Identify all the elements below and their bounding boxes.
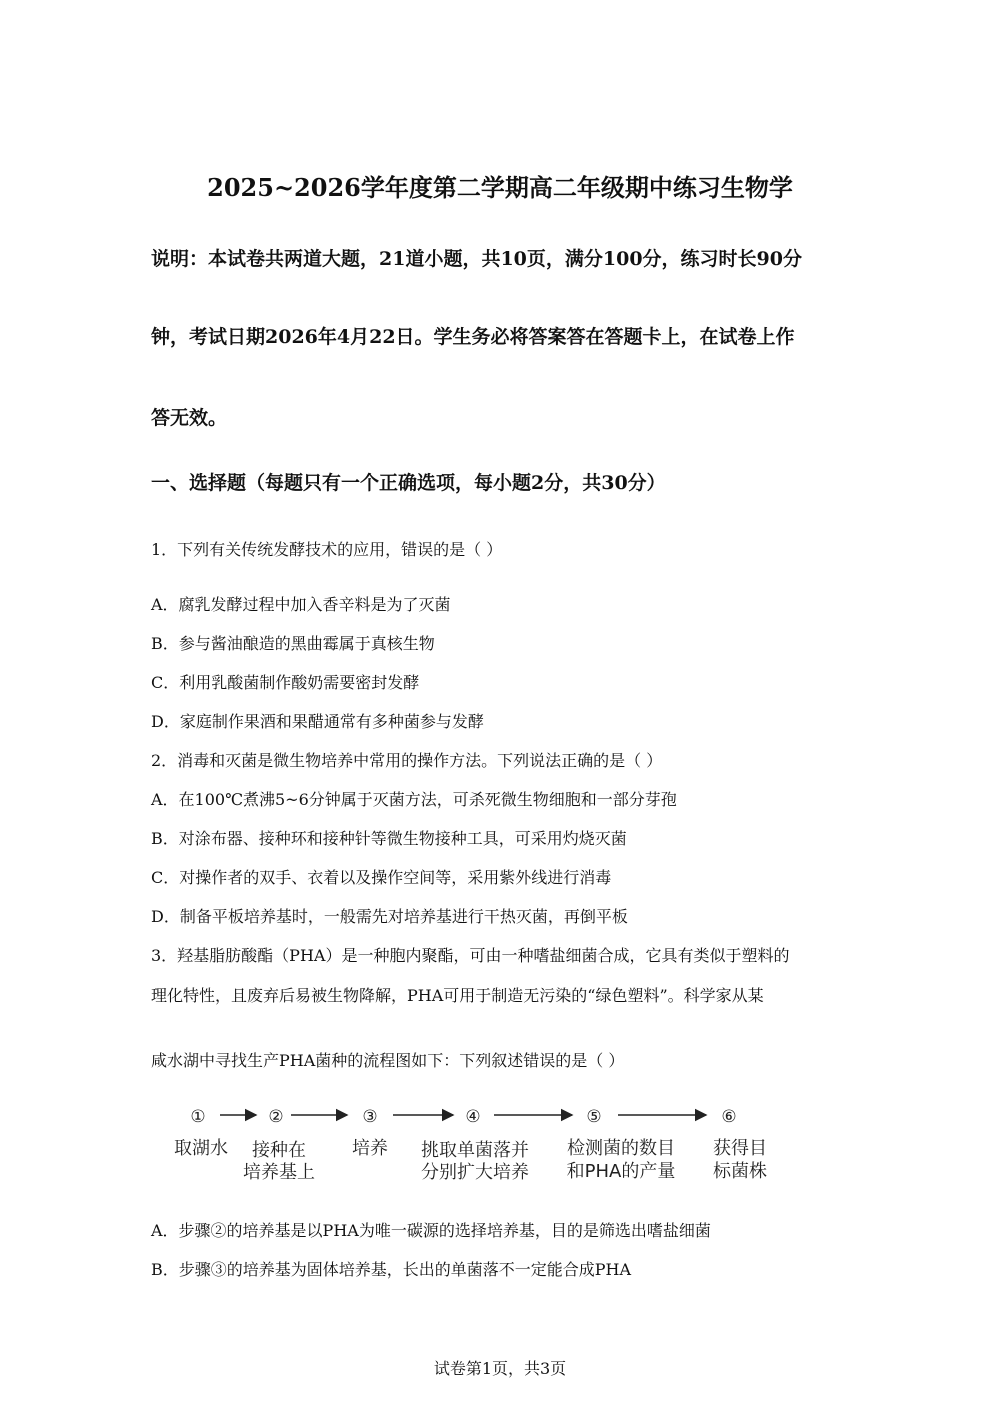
flow-step-4-number: ④: [465, 1107, 481, 1127]
question-1-option-d: D．家庭制作果酒和果醋通常有多种菌参与发酵: [151, 712, 484, 731]
flow-step-2-label-line-1: 接种在: [252, 1140, 306, 1161]
flow-step-6-label-line-2: 标菌株: [713, 1161, 767, 1182]
instructions-line-1: 说明：本试卷共两道大题，21道小题，共10页，满分100分，练习时长90分: [151, 248, 802, 270]
section-heading: 一、选择题（每题只有一个正确选项，每小题2分，共30分）: [151, 472, 666, 494]
flow-step-1-number: ①: [190, 1107, 206, 1127]
question-1-option-a: A．腐乳发酵过程中加入香辛料是为了灭菌: [151, 595, 451, 614]
question-3-option-a: A．步骤②的培养基是以PHA为唯一碳源的选择培养基，目的是筛选出嗜盐细菌: [151, 1221, 711, 1240]
instructions-line-3: 答无效。: [151, 407, 228, 429]
question-1-option-b: B．参与酱油酿造的黑曲霉属于真核生物: [151, 634, 435, 653]
flow-step-2-label-line-2: 培养基上: [243, 1162, 315, 1183]
question-3-option-b: B．步骤③的培养基为固体培养基，长出的单菌落不一定能合成PHA: [151, 1260, 632, 1279]
question-2-stem: 2．消毒和灭菌是微生物培养中常用的操作方法。下列说法正确的是（ ）: [151, 751, 663, 770]
flow-step-3-number: ③: [362, 1107, 378, 1127]
flow-diagram: [160, 1098, 800, 1193]
flow-step-6-number: ⑥: [721, 1107, 737, 1127]
flow-step-4-label-line-2: 分别扩大培养: [421, 1162, 529, 1183]
flow-step-4-label-line-1: 挑取单菌落并: [421, 1140, 529, 1161]
flow-step-3-label: 培养: [352, 1138, 388, 1159]
flow-step-6-label-line-1: 获得目: [713, 1138, 767, 1159]
instructions-line-2: 钟，考试日期2026年4月22日。学生务必将答案答在答题卡上，在试卷上作: [151, 326, 795, 348]
flow-step-5-label-line-2: 和PHA的产量: [566, 1161, 676, 1182]
question-2-option-a: A．在100℃煮沸5~6分钟属于灭菌方法，可杀死微生物细胞和一部分芽孢: [151, 790, 677, 809]
flow-step-5-number: ⑤: [586, 1107, 602, 1127]
question-3-stem-line-3: 咸水湖中寻找生产PHA菌种的流程图如下：下列叙述错误的是（ ）: [151, 1051, 625, 1070]
flow-step-2-number: ②: [268, 1107, 284, 1127]
question-2-option-b: B．对涂布器、接种环和接种针等微生物接种工具，可采用灼烧灭菌: [151, 829, 627, 848]
flow-step-5-label-line-1: 检测菌的数目: [567, 1138, 675, 1159]
question-2-option-d: D．制备平板培养基时，一般需先对培养基进行干热灭菌，再倒平板: [151, 907, 628, 926]
flow-step-1-label: 取湖水: [174, 1138, 228, 1159]
exam-title: 2025~2026学年度第二学期高二年级期中练习生物学: [207, 173, 793, 202]
question-1-option-c: C．利用乳酸菌制作酸奶需要密封发酵: [151, 673, 420, 692]
question-2-option-c: C．对操作者的双手、衣着以及操作空间等，采用紫外线进行消毒: [151, 868, 612, 887]
page-footer: 试卷第1页，共3页: [433, 1359, 567, 1378]
question-3-stem-line-2: 理化特性，且废弃后易被生物降解，PHA可用于制造无污染的“绿色塑料”。科学家从某: [151, 986, 764, 1005]
question-1-stem: 1．下列有关传统发酵技术的应用，错误的是（ ）: [151, 540, 503, 559]
question-3-stem-line-1: 3．羟基脂肪酸酯（PHA）是一种胞内聚酯，可由一种嗜盐细菌合成，它具有类似于塑料的: [151, 946, 790, 965]
